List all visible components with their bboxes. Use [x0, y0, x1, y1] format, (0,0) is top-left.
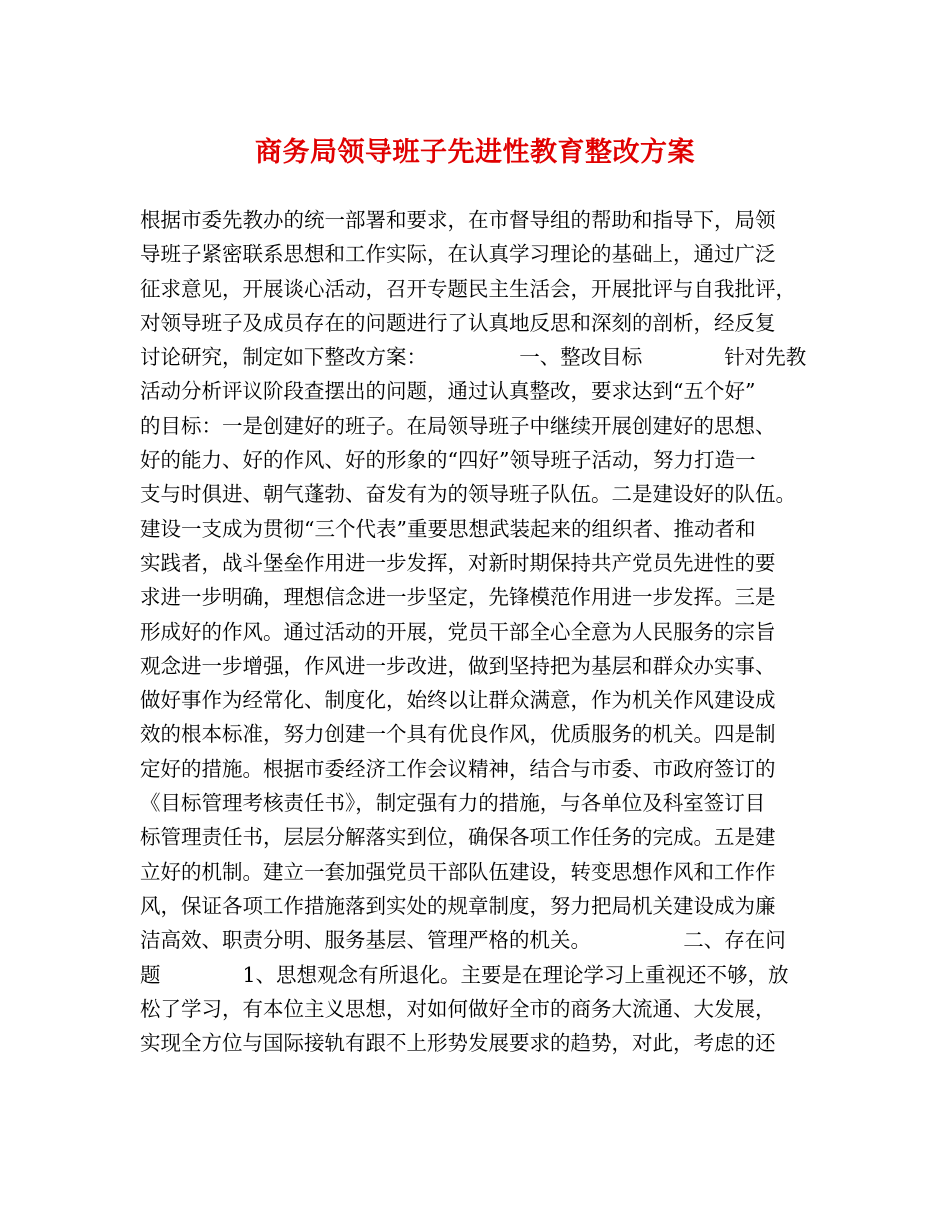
body-line: 形成好的作风。通过活动的开展，党员干部全心全意为人民服务的宗旨 [140, 619, 776, 644]
document-body [140, 203, 830, 1060]
body-line: 洁高效、职责分明、服务基层、管理严格的机关。 二、存在问 [140, 928, 786, 953]
document-title: 商务局领导班子先进性教育整改方案 [255, 137, 695, 168]
body-line: 建设一支成为贯彻“三个代表”重要思想武装起来的组织者、推动者和 [140, 516, 756, 541]
body-line: 观念进一步增强，作风进一步改进，做到坚持把为基层和群众办实事、 [140, 653, 776, 678]
body-line: 定好的措施。根据市委经济工作会议精神，结合与市委、市政府签订的 [140, 756, 776, 781]
body-line: 的目标：一是创建好的班子。在局领导班子中继续开展创建好的思想、 [140, 413, 776, 438]
body-line: 求进一步明确，理想信念进一步坚定，先锋模范作用进一步发挥。三是 [140, 585, 776, 610]
body-line: 实践者，战斗堡垒作用进一步发挥，对新时期保持共产党员先进性的要 [140, 550, 776, 575]
body-line: 对领导班子及成员存在的问题进行了认真地反思和深刻的剖析，经反复 [140, 310, 776, 335]
body-line: 题 1、思想观念有所退化。主要是在理论学习上重视还不够，放 [140, 962, 789, 987]
body-line: 支与时俱进、朝气蓬勃、奋发有为的领导班子队伍。二是建设好的队伍。 [140, 482, 796, 507]
body-line: 做好事作为经常化、制度化，始终以让群众满意，作为机关作风建设成 [140, 688, 776, 713]
body-line: 征求意见，开展谈心活动，召开专题民主生活会，开展批评与自我批评， [140, 276, 796, 301]
body-line: 松了学习，有本位主义思想，对如何做好全市的商务大流通、大发展， [140, 996, 776, 1021]
body-line: 立好的机制。建立一套加强党员干部队伍建设，转变思想作风和工作作 [140, 859, 776, 884]
body-line: 活动分析评议阶段查摆出的问题，通过认真整改，要求达到“五个好” [140, 379, 756, 404]
body-line: 好的能力、好的作风、好的形象的“四好”领导班子活动，努力打造一 [140, 448, 756, 473]
body-line: 风，保证各项工作措施落到实处的规章制度，努力把局机关建设成为廉 [140, 893, 776, 918]
body-line: 效的根本标准，努力创建一个具有优良作风，优质服务的机关。四是制 [140, 722, 776, 747]
body-line: 实现全方位与国际接轨有跟不上形势发展要求的趋势，对此，考虑的还 [140, 1031, 776, 1056]
body-line: 标管理责任书，层层分解落实到位，确保各项工作任务的完成。五是建 [140, 825, 776, 850]
body-line: 《目标管理考核责任书》，制定强有力的措施，与各单位及科室签订目 [140, 791, 766, 816]
body-line: 讨论研究，制定如下整改方案： 一、整改目标 针对先教 [140, 345, 807, 370]
body-line: 根据市委先教办的统一部署和要求，在市督导组的帮助和指导下，局领 [140, 208, 776, 232]
body-line: 导班子紧密联系思想和工作实际，在认真学习理论的基础上，通过广泛 [140, 242, 776, 267]
